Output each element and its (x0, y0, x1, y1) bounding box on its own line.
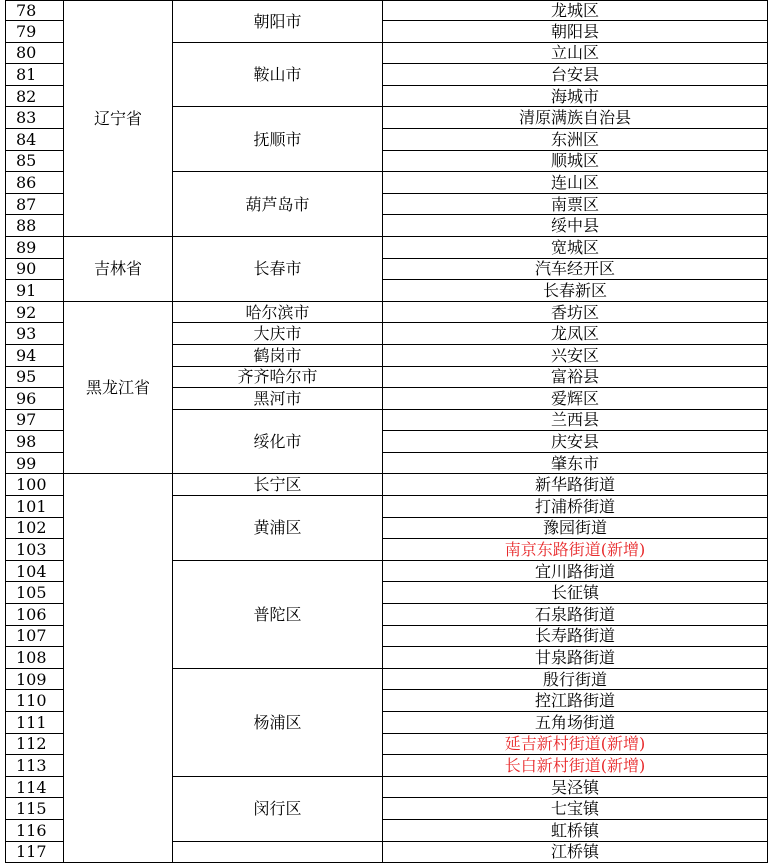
district-cell: 殷行街道 (383, 668, 768, 690)
province-cell: 辽宁省 (64, 1, 173, 237)
district-cell: 爱辉区 (383, 388, 768, 410)
city-cell: 杨浦区 (173, 668, 383, 776)
city-cell: 齐齐哈尔市 (173, 366, 383, 388)
city-cell (173, 841, 383, 863)
district-cell: 兰西县 (383, 409, 768, 431)
city-cell: 鞍山市 (173, 42, 383, 107)
district-cell: 五角场街道 (383, 712, 768, 734)
row-number: 103 (6, 539, 64, 561)
row-number: 117 (6, 841, 64, 863)
row-number: 87 (6, 193, 64, 215)
row-number: 102 (6, 517, 64, 539)
district-cell: 海城市 (383, 85, 768, 107)
district-cell: 南票区 (383, 193, 768, 215)
district-cell: 七宝镇 (383, 798, 768, 820)
district-cell: 顺城区 (383, 150, 768, 172)
row-number: 98 (6, 431, 64, 453)
district-cell: 兴安区 (383, 344, 768, 366)
table-row (6, 236, 768, 258)
row-number: 89 (6, 236, 64, 258)
row-number: 106 (6, 604, 64, 626)
row-number: 97 (6, 409, 64, 431)
row-number: 80 (6, 42, 64, 64)
row-number: 100 (6, 474, 64, 496)
row-number: 92 (6, 301, 64, 323)
row-number: 88 (6, 215, 64, 237)
row-number: 108 (6, 647, 64, 669)
province-cell: 黑龙江省 (64, 301, 173, 474)
city-cell: 朝阳市 (173, 1, 383, 43)
district-cell: 香坊区 (383, 301, 768, 323)
city-cell: 闵行区 (173, 776, 383, 841)
row-number: 105 (6, 582, 64, 604)
row-number: 91 (6, 280, 64, 302)
district-cell: 龙凤区 (383, 323, 768, 345)
table-row (6, 301, 768, 323)
district-cell: 长春新区 (383, 280, 768, 302)
city-cell: 大庆市 (173, 323, 383, 345)
city-cell: 黑河市 (173, 388, 383, 410)
district-cell: 打浦桥街道 (383, 496, 768, 518)
region-table (5, 0, 768, 863)
district-cell: 连山区 (383, 172, 768, 194)
row-number: 82 (6, 85, 64, 107)
district-cell: 豫园街道 (383, 517, 768, 539)
district-cell: 绥中县 (383, 215, 768, 237)
district-cell: 新华路街道 (383, 474, 768, 496)
row-number: 104 (6, 560, 64, 582)
city-cell: 黄浦区 (173, 496, 383, 561)
row-number: 86 (6, 172, 64, 194)
district-cell-new: 长白新村街道(新增) (383, 755, 768, 777)
district-cell: 长寿路街道 (383, 625, 768, 647)
row-number: 107 (6, 625, 64, 647)
row-number: 110 (6, 690, 64, 712)
row-number: 113 (6, 755, 64, 777)
row-number: 85 (6, 150, 64, 172)
row-number: 95 (6, 366, 64, 388)
row-number: 99 (6, 452, 64, 474)
row-number: 93 (6, 323, 64, 345)
row-number: 90 (6, 258, 64, 280)
district-cell: 吴泾镇 (383, 776, 768, 798)
district-cell-new: 南京东路街道(新增) (383, 539, 768, 561)
province-cell: 吉林省 (64, 236, 173, 301)
district-cell: 清原满族自治县 (383, 107, 768, 129)
row-number: 112 (6, 733, 64, 755)
row-number: 83 (6, 107, 64, 129)
city-cell: 长宁区 (173, 474, 383, 496)
row-number: 111 (6, 712, 64, 734)
row-number: 114 (6, 776, 64, 798)
district-cell: 龙城区 (383, 1, 768, 21)
district-cell: 东洲区 (383, 128, 768, 150)
city-cell: 鹤岗市 (173, 344, 383, 366)
district-cell: 江桥镇 (383, 841, 768, 863)
row-number: 109 (6, 668, 64, 690)
city-cell: 普陀区 (173, 560, 383, 668)
district-cell: 虹桥镇 (383, 819, 768, 841)
row-number: 81 (6, 64, 64, 86)
district-cell: 朝阳县 (383, 21, 768, 43)
city-cell: 哈尔滨市 (173, 301, 383, 323)
province-cell (64, 474, 173, 863)
table-row (6, 474, 768, 496)
city-cell: 抚顺市 (173, 107, 383, 172)
row-number: 115 (6, 798, 64, 820)
district-cell: 汽车经开区 (383, 258, 768, 280)
district-cell: 肇东市 (383, 452, 768, 474)
row-number: 101 (6, 496, 64, 518)
row-number: 96 (6, 388, 64, 410)
district-cell: 富裕县 (383, 366, 768, 388)
row-number: 79 (6, 21, 64, 43)
region-table-body (6, 1, 768, 863)
city-cell: 长春市 (173, 236, 383, 301)
district-cell: 宽城区 (383, 236, 768, 258)
city-cell: 葫芦岛市 (173, 172, 383, 237)
row-number: 84 (6, 128, 64, 150)
district-cell-new: 延吉新村街道(新增) (383, 733, 768, 755)
district-cell: 石泉路街道 (383, 604, 768, 626)
district-cell: 甘泉路街道 (383, 647, 768, 669)
district-cell: 控江路街道 (383, 690, 768, 712)
district-cell: 立山区 (383, 42, 768, 64)
table-row (6, 1, 768, 21)
row-number: 116 (6, 819, 64, 841)
district-cell: 宜川路街道 (383, 560, 768, 582)
district-cell: 庆安县 (383, 431, 768, 453)
district-cell: 长征镇 (383, 582, 768, 604)
city-cell: 绥化市 (173, 409, 383, 474)
row-number: 78 (6, 1, 64, 21)
district-cell: 台安县 (383, 64, 768, 86)
row-number: 94 (6, 344, 64, 366)
